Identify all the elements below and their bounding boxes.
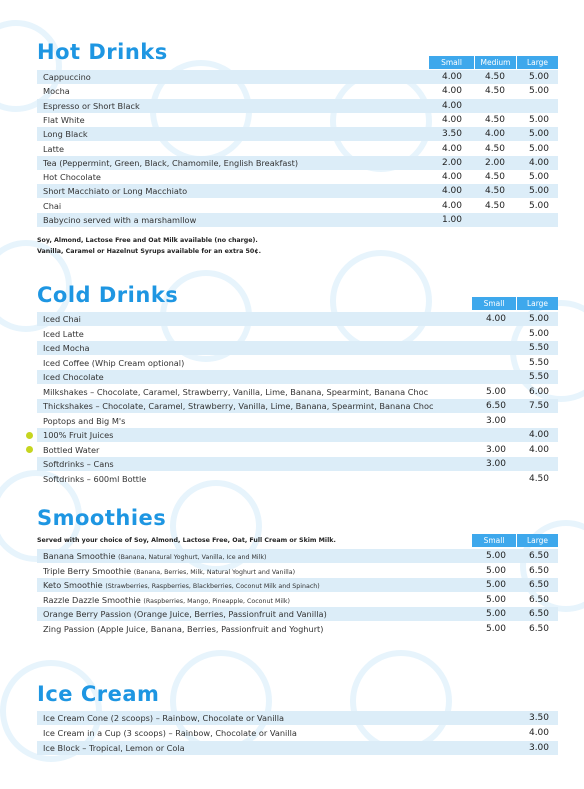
menu-row	[37, 184, 558, 198]
smoothies-title: Smoothies	[37, 506, 167, 530]
item-name: Flat White	[43, 114, 85, 125]
price-large: 4.50	[528, 473, 550, 484]
menu-row	[37, 622, 558, 636]
price-medium: 2.00	[484, 157, 506, 168]
smoothie-ingredients: (Banana, Natural Yoghurt, Vanilla, Ice and Milk)	[118, 554, 267, 561]
smoothie-name: Razzle Dazzle Smoothie	[43, 594, 141, 605]
price-medium: 4.50	[484, 114, 506, 125]
price-small: 4.00	[441, 86, 463, 97]
price-medium: 4.50	[484, 200, 506, 211]
price-large: 5.00	[528, 114, 550, 125]
price-small: 4.00	[485, 314, 507, 324]
price-large: 4.00	[528, 157, 550, 168]
bullet-dot-icon	[26, 432, 33, 439]
price: 4.00	[528, 728, 550, 738]
price-large: 4.00	[528, 430, 550, 440]
menu-row	[37, 385, 558, 399]
cold-header-small: Small	[472, 297, 516, 310]
menu-row	[37, 170, 558, 184]
price-medium: 4.50	[484, 143, 506, 154]
price-large: 5.00	[528, 72, 550, 82]
price: 3.50	[528, 713, 550, 723]
menu-row	[37, 84, 558, 98]
price-medium: 4.50	[484, 86, 506, 97]
price-small: 5.00	[485, 580, 507, 590]
price-large: 6.50	[528, 594, 550, 605]
menu-row	[37, 457, 558, 471]
price-medium: 4.50	[484, 72, 506, 82]
hot-header-large: Large	[517, 56, 558, 69]
item-name: Ice Cream Cone (2 scoops) – Rainbow, Chocolate or Vanilla	[43, 713, 285, 723]
cold-drinks-title: Cold Drinks	[37, 283, 179, 307]
price-small: 3.00	[485, 459, 507, 469]
smoothie-name: Banana Smoothie	[43, 551, 116, 561]
price-small: 4.00	[441, 186, 463, 197]
price-large: 6.00	[528, 386, 550, 397]
price-medium: 4.50	[484, 172, 506, 183]
item-name: Iced Chocolate	[43, 372, 104, 382]
item-name: Chai	[43, 200, 62, 211]
price-small: 5.00	[485, 565, 507, 576]
menu-row	[37, 213, 558, 227]
item-name: Espresso or Short Black	[43, 100, 140, 111]
price-small: 1.00	[441, 215, 463, 225]
item-name: Iced Mocha	[43, 343, 90, 353]
menu-row	[37, 711, 558, 725]
menu-row	[37, 593, 558, 607]
milk-options-note: Soy, Almond, Lactose Free and Oat Milk available (no charge).	[37, 237, 258, 244]
smoothie-header-small: Small	[472, 534, 516, 547]
price-small: 5.00	[485, 623, 507, 634]
cold-header-large: Large	[517, 297, 558, 310]
item-name: Cappuccino	[43, 72, 91, 82]
menu-row	[37, 356, 558, 370]
item-name: Softdrinks – 600ml Bottle	[43, 473, 147, 484]
price-small: 5.00	[485, 609, 507, 619]
price-large: 6.50	[528, 551, 550, 561]
price-small: 4.00	[441, 72, 463, 82]
hot-header-medium: Medium	[475, 56, 516, 69]
price-large: 4.00	[528, 444, 550, 455]
price-large: 7.50	[528, 401, 550, 411]
price-large: 5.00	[528, 186, 550, 197]
price-small: 4.00	[441, 200, 463, 211]
item-name	[43, 607, 327, 621]
item-name: 100% Fruit Juices	[43, 430, 114, 440]
syrup-options-note: Vanilla, Caramel or Hazelnut Syrups available for an extra 50¢.	[37, 248, 262, 255]
item-name: Iced Coffee (Whip Cream optional)	[43, 357, 185, 368]
menu-row	[37, 414, 558, 428]
smoothie-ingredients: (Banana, Berries, Milk, Natural Yoghurt and Vanilla)	[133, 568, 296, 576]
price-large: 5.00	[528, 328, 550, 339]
price-small: 3.00	[485, 415, 507, 426]
price-small: 4.00	[441, 114, 463, 125]
price-small: 5.00	[485, 594, 507, 605]
menu-row	[37, 428, 558, 442]
price-small: 6.50	[485, 401, 507, 411]
item-name: Hot Chocolate	[43, 172, 101, 183]
menu-row	[37, 327, 558, 341]
price-small: 2.00	[441, 157, 463, 168]
ice-cream-title: Ice Cream	[37, 682, 160, 706]
menu-row	[37, 578, 558, 592]
hot-drinks-title: Hot Drinks	[37, 40, 168, 64]
price-large: 5.00	[528, 86, 550, 97]
price-small: 3.50	[441, 129, 463, 140]
hot-header-small: Small	[429, 56, 474, 69]
smoothie-name: Orange Berry Passion (Orange Juice, Berries, Passionfruit and Vanilla)	[43, 609, 327, 619]
price: 3.00	[528, 743, 550, 753]
item-name: Ice Cream in a Cup (3 scoops) – Rainbow, Chocolate or Vanilla	[43, 728, 297, 738]
price-large: 6.50	[528, 609, 550, 619]
smoothie-ingredients: (Strawberries, Raspberries, Blackberries, Coconut Milk and Spinach)	[105, 583, 320, 590]
item-name: Iced Latte	[43, 328, 84, 339]
menu-row	[37, 472, 558, 486]
price-medium: 4.00	[484, 129, 506, 140]
smoothie-name: Keto Smoothie	[43, 580, 103, 590]
item-name: Latte	[43, 143, 65, 154]
price-large: 6.50	[528, 580, 550, 590]
price-large: 6.50	[528, 623, 550, 634]
menu-row	[37, 142, 558, 156]
item-name: Short Macchiato or Long Macchiato	[43, 186, 188, 197]
price-large: 5.00	[528, 200, 550, 211]
price-small: 4.00	[441, 172, 463, 183]
menu-row	[37, 70, 558, 84]
price-small: 3.00	[485, 444, 507, 455]
item-name: Milkshakes – Chocolate, Caramel, Strawberry, Vanilla, Lime, Banana, Spearmint, Banana Choc	[43, 386, 429, 397]
item-name: Bottled Water	[43, 444, 100, 455]
price-large: 5.50	[528, 343, 550, 353]
price-large: 5.50	[528, 357, 550, 368]
menu-row	[37, 399, 558, 413]
price-small: 4.00	[441, 143, 463, 154]
smoothie-milk-note: Served with your choice of Soy, Almond, Lactose Free, Oat, Full Cream or Skim Milk.	[37, 537, 336, 544]
item-name: Long Black	[43, 129, 88, 140]
item-name: Softdrinks – Cans	[43, 459, 114, 469]
item-name: Iced Chai	[43, 314, 81, 324]
price-small: 5.00	[485, 551, 507, 561]
menu-row	[37, 341, 558, 355]
smoothie-name: Triple Berry Smoothie	[43, 565, 132, 576]
item-name: Thickshakes – Chocolate, Caramel, Strawberry, Vanilla, Lime, Banana, Spearmint, Banana Choc	[43, 401, 434, 411]
item-name: Poptops and Big M's	[43, 415, 126, 426]
price-large: 5.50	[528, 372, 550, 382]
menu-row	[37, 549, 558, 563]
menu-row	[37, 99, 558, 113]
smoothie-ingredients: (Raspberries, Mango, Pineapple, Coconut Milk)	[143, 597, 291, 605]
item-name: Mocha	[43, 86, 70, 97]
menu-row	[37, 370, 558, 384]
menu-row	[37, 607, 558, 621]
price-large: 5.00	[528, 172, 550, 183]
item-name: Babycino served with a marshamllow	[43, 215, 197, 225]
item-name: Ice Block – Tropical, Lemon or Cola	[43, 743, 185, 753]
smoothie-header-large: Large	[517, 534, 558, 547]
price-large: 5.00	[528, 314, 550, 324]
bullet-dot-icon	[26, 446, 33, 453]
item-name: Tea (Peppermint, Green, Black, Chamomile, English Breakfast)	[43, 157, 299, 168]
menu-row	[37, 564, 558, 578]
price-large: 6.50	[528, 565, 550, 576]
menu-row	[37, 741, 558, 755]
menu-row	[37, 113, 558, 127]
price-small: 5.00	[485, 386, 507, 397]
price-small: 4.00	[441, 100, 463, 111]
smoothie-name: Zing Passion (Apple Juice, Banana, Berries, Passionfruit and Yoghurt)	[43, 623, 324, 634]
menu-row	[37, 127, 558, 141]
menu-row	[37, 156, 558, 170]
item-name	[43, 622, 323, 636]
price-large: 5.00	[528, 129, 550, 140]
menu-row	[37, 312, 558, 326]
price-medium: 4.50	[484, 186, 506, 197]
menu-row	[37, 443, 558, 457]
menu-row	[37, 726, 558, 740]
price-large: 5.00	[528, 143, 550, 154]
menu-row	[37, 199, 558, 213]
